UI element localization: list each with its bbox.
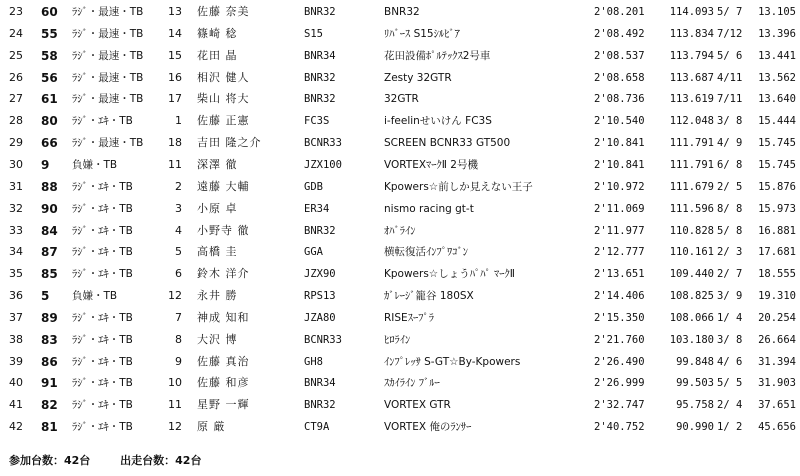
- speed-cell: 113.834: [669, 27, 714, 40]
- class-rank-cell: 13: [168, 5, 182, 18]
- table-row: [0, 23, 800, 45]
- driver-cell: 星野 一輝: [197, 398, 250, 412]
- class-rank-cell: 6: [175, 267, 182, 281]
- class-cell: ﾗｼﾞ・ｴｷ・TB: [72, 311, 133, 324]
- driver-cell: 花田 晶: [197, 48, 238, 62]
- car-model-cell: RPS13: [304, 290, 336, 303]
- car-model-cell: JZX100: [304, 158, 342, 171]
- lap-time-cell: 2'32.747: [594, 399, 645, 412]
- lap-time-cell: 2'08.537: [594, 49, 645, 62]
- speed-cell: 113.687: [669, 71, 714, 84]
- driver-cell: 相沢 健人: [197, 70, 250, 84]
- lap-time-cell: 2'14.406: [594, 290, 645, 303]
- table-row: [0, 285, 800, 307]
- gap-cell: 13.640: [758, 93, 796, 106]
- table-row: [0, 1, 800, 23]
- car-number-cell: 90: [41, 201, 58, 216]
- class-rank-cell: 5: [175, 245, 182, 259]
- speed-cell: 113.619: [669, 93, 714, 106]
- position-cell: 33: [9, 223, 23, 237]
- car-model-cell: BCNR33: [304, 333, 342, 346]
- class-rank-cell: 2: [175, 179, 182, 193]
- team-cell: VORTEX GTR: [384, 399, 451, 412]
- driver-cell: 神成 知和: [197, 310, 250, 324]
- team-cell: ｲﾝﾌﾟﾚｯｻ S-GT☆By-Kpowers: [384, 355, 521, 368]
- car-number-cell: 61: [41, 92, 58, 107]
- lap-time-cell: 2'15.350: [594, 311, 645, 324]
- speed-cell: 109.440: [669, 268, 714, 281]
- class-rank-cell: 11: [168, 157, 182, 171]
- car-model-cell: FC3S: [304, 115, 330, 128]
- speed-cell: 112.048: [669, 115, 714, 128]
- lap-rank-cell: 4/ 6: [717, 355, 743, 368]
- class-rank-cell: 10: [168, 376, 182, 390]
- lap-rank-cell: 3/ 8: [717, 115, 743, 128]
- lap-time-cell: 2'10.841: [594, 158, 645, 171]
- gap-cell: 31.903: [758, 377, 796, 390]
- car-model-cell: BNR32: [304, 71, 336, 84]
- position-cell: 29: [9, 136, 23, 150]
- lap-rank-cell: 2/ 5: [717, 180, 743, 193]
- class-cell: 負嫌・TB: [72, 290, 118, 303]
- lap-rank-cell: 7/11: [717, 93, 743, 106]
- class-cell: ﾗｼﾞ・最速・TB: [72, 71, 144, 84]
- driver-cell: 大沢 博: [197, 332, 238, 346]
- car-model-cell: GDB: [304, 180, 323, 193]
- car-model-cell: CT9A: [304, 421, 330, 434]
- lap-time-cell: 2'08.658: [594, 71, 645, 84]
- class-cell: ﾗｼﾞ・ｴｷ・TB: [72, 421, 133, 434]
- driver-cell: 佐藤 真治: [197, 354, 250, 368]
- car-number-cell: 87: [41, 245, 58, 260]
- position-cell: 27: [9, 92, 23, 106]
- team-cell: Kpowers☆前しか見えない王子: [384, 180, 533, 193]
- team-cell: VORTEX 俺のﾗﾝｻｰ: [384, 421, 472, 434]
- gap-cell: 26.664: [758, 333, 796, 346]
- table-row: [0, 416, 800, 438]
- class-cell: ﾗｼﾞ・ｴｷ・TB: [72, 224, 133, 237]
- gap-cell: 37.651: [758, 399, 796, 412]
- team-cell: ｽｶｲﾗｲﾝ ﾌﾞﾙｰ: [384, 377, 440, 390]
- class-cell: ﾗｼﾞ・ｴｷ・TB: [72, 377, 133, 390]
- gap-cell: 13.441: [758, 49, 796, 62]
- class-rank-cell: 8: [175, 332, 182, 346]
- class-cell: ﾗｼﾞ・ｴｷ・TB: [72, 268, 133, 281]
- class-cell: ﾗｼﾞ・最速・TB: [72, 49, 144, 62]
- driver-cell: 高橋 圭: [197, 245, 238, 259]
- car-model-cell: BNR34: [304, 377, 336, 390]
- team-cell: ｵﾊﾞﾗｲﾝ: [384, 224, 416, 237]
- car-model-cell: BNR32: [304, 6, 336, 18]
- lap-rank-cell: 2/ 4: [717, 399, 743, 412]
- driver-cell: 吉田 隆之介: [197, 136, 262, 150]
- gap-cell: 31.394: [758, 355, 796, 368]
- class-cell: ﾗｼﾞ・ｴｷ・TB: [72, 355, 133, 368]
- table-row: [0, 88, 800, 110]
- class-rank-cell: 14: [168, 26, 182, 40]
- car-number-cell: 66: [41, 136, 58, 151]
- car-number-cell: 56: [41, 70, 58, 85]
- team-cell: nismo racing gt-t: [384, 202, 474, 215]
- driver-cell: 永井 勝: [197, 289, 238, 303]
- position-cell: 41: [9, 398, 23, 412]
- car-model-cell: ER34: [304, 202, 330, 215]
- lap-rank-cell: 2/ 3: [717, 246, 743, 259]
- car-number-cell: 85: [41, 267, 58, 282]
- gap-cell: 45.656: [758, 421, 796, 434]
- team-cell: i-feelinせいけん FC3S: [384, 115, 492, 128]
- class-rank-cell: 1: [175, 114, 182, 128]
- driver-cell: 篠崎 稔: [197, 26, 238, 40]
- team-cell: Kpowers☆しょうﾊﾟﾊﾟ ﾏｰｸⅡ: [384, 268, 515, 281]
- position-cell: 31: [9, 179, 23, 193]
- table-row: [0, 351, 800, 373]
- table-row: [0, 307, 800, 329]
- class-cell: ﾗｼﾞ・最速・TB: [72, 93, 144, 106]
- speed-cell: 111.679: [669, 180, 714, 193]
- team-cell: ｶﾞﾚｰｼﾞ籠谷 180SX: [384, 290, 474, 303]
- driver-cell: 遠藤 大輔: [197, 179, 250, 193]
- table-row: [0, 241, 800, 263]
- class-rank-cell: 12: [168, 289, 182, 303]
- gap-cell: 13.105: [758, 6, 796, 18]
- class-cell: ﾗｼﾞ・ｴｷ・TB: [72, 399, 133, 412]
- car-model-cell: BNR34: [304, 49, 336, 62]
- position-cell: 28: [9, 114, 23, 128]
- position-cell: 25: [9, 48, 23, 62]
- gap-cell: 15.745: [758, 137, 796, 150]
- team-cell: RISEｽｰﾌﾟﾗ: [384, 311, 434, 324]
- class-rank-cell: 15: [168, 48, 182, 62]
- driver-cell: 深澤 徹: [197, 157, 238, 171]
- class-cell: ﾗｼﾞ・ｴｷ・TB: [72, 115, 133, 128]
- gap-cell: 19.310: [758, 290, 796, 303]
- lap-time-cell: 2'10.841: [594, 137, 645, 150]
- speed-cell: 111.596: [669, 202, 714, 215]
- gap-cell: 15.745: [758, 158, 796, 171]
- class-cell: ﾗｼﾞ・最速・TB: [72, 6, 144, 18]
- gap-cell: 13.562: [758, 71, 796, 84]
- car-number-cell: 88: [41, 179, 58, 194]
- gap-cell: 16.881: [758, 224, 796, 237]
- car-number-cell: 83: [41, 332, 58, 347]
- speed-cell: 113.794: [669, 49, 714, 62]
- position-cell: 32: [9, 201, 23, 215]
- lap-time-cell: 2'10.972: [594, 180, 645, 193]
- table-row: [0, 263, 800, 285]
- position-cell: 39: [9, 354, 23, 368]
- class-cell: ﾗｼﾞ・ｴｷ・TB: [72, 246, 133, 259]
- table-row: [0, 132, 800, 154]
- team-cell: ﾘﾊﾞｰｽ S15ｼﾙﾋﾞｱ: [384, 27, 460, 40]
- car-model-cell: BNR32: [304, 224, 336, 237]
- speed-cell: 111.791: [669, 158, 714, 171]
- lap-time-cell: 2'08.492: [594, 27, 645, 40]
- lap-time-cell: 2'12.777: [594, 246, 645, 259]
- position-cell: 34: [9, 245, 23, 259]
- class-rank-cell: 12: [168, 420, 182, 434]
- class-cell: ﾗｼﾞ・ｴｷ・TB: [72, 180, 133, 193]
- gap-cell: 18.555: [758, 268, 796, 281]
- lap-rank-cell: 5/ 8: [717, 224, 743, 237]
- position-cell: 30: [9, 157, 23, 171]
- position-cell: 26: [9, 70, 23, 84]
- lap-rank-cell: 2/ 7: [717, 268, 743, 281]
- table-row: [0, 372, 800, 394]
- team-cell: 横転復活ｲﾝﾌﾟﾜｺﾞﾝ: [384, 246, 468, 259]
- lap-time-cell: 2'08.201: [594, 6, 645, 18]
- class-rank-cell: 18: [168, 136, 182, 150]
- lap-time-cell: 2'40.752: [594, 421, 645, 434]
- car-number-cell: 81: [41, 420, 58, 435]
- lap-rank-cell: 3/ 8: [717, 333, 743, 346]
- driver-cell: 原 厳: [197, 420, 226, 434]
- team-cell: 花田設備ﾎﾟﾙﾃｯｸｽ2号車: [384, 49, 491, 62]
- position-cell: 40: [9, 376, 23, 390]
- gap-cell: 13.396: [758, 27, 796, 40]
- car-number-cell: 80: [41, 114, 58, 129]
- class-rank-cell: 16: [168, 70, 182, 84]
- car-number-cell: 86: [41, 354, 58, 369]
- summary-footer: [9, 452, 227, 468]
- driver-cell: 佐藤 正憲: [197, 114, 250, 128]
- gap-cell: 15.973: [758, 202, 796, 215]
- car-number-cell: 9: [41, 157, 50, 172]
- car-number-cell: 82: [41, 398, 58, 413]
- driver-cell: 柴山 将大: [197, 92, 250, 106]
- lap-rank-cell: 7/12: [717, 27, 743, 40]
- lap-rank-cell: 5/ 7: [717, 6, 743, 18]
- lap-time-cell: 2'21.760: [594, 333, 645, 346]
- car-model-cell: BNR32: [304, 93, 336, 106]
- position-cell: 24: [9, 26, 23, 40]
- lap-time-cell: 2'26.490: [594, 355, 645, 368]
- table-row: [0, 176, 800, 198]
- speed-cell: 110.161: [669, 246, 714, 259]
- team-cell: BNR32: [384, 6, 420, 18]
- car-model-cell: BNR32: [304, 399, 336, 412]
- lap-rank-cell: 1/ 2: [717, 421, 743, 434]
- class-rank-cell: 3: [175, 201, 182, 215]
- position-cell: 38: [9, 332, 23, 346]
- car-number-cell: 89: [41, 310, 58, 325]
- car-model-cell: GGA: [304, 246, 323, 259]
- driver-cell: 小野寺 徹: [197, 223, 250, 237]
- position-cell: 37: [9, 310, 23, 324]
- gap-cell: 20.254: [758, 311, 796, 324]
- table-row: [0, 220, 800, 242]
- speed-cell: 108.066: [669, 311, 714, 324]
- lap-rank-cell: 5/ 5: [717, 377, 743, 390]
- team-cell: SCREEN BCNR33 GT500: [384, 137, 511, 150]
- car-number-cell: 84: [41, 223, 58, 238]
- driver-cell: 佐藤 和彦: [197, 376, 250, 390]
- team-cell: VORTEXﾏｰｸⅡ 2号機: [384, 158, 478, 171]
- driver-cell: 小原 卓: [197, 201, 238, 215]
- car-model-cell: JZA80: [304, 311, 336, 324]
- lap-rank-cell: 1/ 4: [717, 311, 743, 324]
- car-number-cell: 60: [41, 5, 58, 19]
- lap-time-cell: 2'13.651: [594, 268, 645, 281]
- lap-rank-cell: 4/11: [717, 71, 743, 84]
- speed-cell: 103.180: [669, 333, 714, 346]
- gap-cell: 17.681: [758, 246, 796, 259]
- car-number-cell: 58: [41, 48, 58, 63]
- entries-count: 参加台数：42台: [9, 454, 91, 467]
- lap-time-cell: 2'11.069: [594, 202, 645, 215]
- class-cell: ﾗｼﾞ・ｴｷ・TB: [72, 333, 133, 346]
- table-row: [0, 198, 800, 220]
- lap-time-cell: 2'26.999: [594, 377, 645, 390]
- class-rank-cell: 4: [175, 223, 182, 237]
- team-cell: 32GTR: [384, 93, 419, 106]
- lap-rank-cell: 5/ 6: [717, 49, 743, 62]
- position-cell: 42: [9, 420, 23, 434]
- lap-rank-cell: 3/ 9: [717, 290, 743, 303]
- table-row: [0, 110, 800, 132]
- car-model-cell: BCNR33: [304, 137, 342, 150]
- lap-rank-cell: 6/ 8: [717, 158, 743, 171]
- speed-cell: 90.990: [676, 421, 714, 434]
- speed-cell: 108.825: [669, 290, 714, 303]
- table-row: [0, 67, 800, 89]
- gap-cell: 15.444: [758, 115, 796, 128]
- speed-cell: 114.093: [669, 6, 714, 18]
- position-cell: 23: [9, 5, 23, 18]
- class-cell: ﾗｼﾞ・最速・TB: [72, 27, 144, 40]
- class-rank-cell: 9: [175, 354, 182, 368]
- class-cell: ﾗｼﾞ・最速・TB: [72, 137, 144, 150]
- starters-count: 出走台数：42台: [120, 454, 202, 467]
- car-number-cell: 55: [41, 26, 58, 41]
- driver-cell: 鈴木 洋介: [197, 267, 250, 281]
- speed-cell: 110.828: [669, 224, 714, 237]
- table-row: [0, 45, 800, 67]
- lap-rank-cell: 4/ 9: [717, 137, 743, 150]
- class-cell: 負嫌・TB: [72, 158, 118, 171]
- lap-rank-cell: 8/ 8: [717, 202, 743, 215]
- car-model-cell: S15: [304, 27, 323, 40]
- lap-time-cell: 2'08.736: [594, 93, 645, 106]
- speed-cell: 99.503: [676, 377, 714, 390]
- car-model-cell: GH8: [304, 355, 323, 368]
- lap-time-cell: 2'10.540: [594, 115, 645, 128]
- table-row: [0, 329, 800, 351]
- class-rank-cell: 7: [175, 310, 182, 324]
- car-number-cell: 91: [41, 376, 58, 391]
- table-row: [0, 154, 800, 176]
- position-cell: 36: [9, 289, 23, 303]
- class-rank-cell: 17: [168, 92, 182, 106]
- table-row: [0, 394, 800, 416]
- lap-time-cell: 2'11.977: [594, 224, 645, 237]
- position-cell: 35: [9, 267, 23, 281]
- speed-cell: 99.848: [676, 355, 714, 368]
- class-rank-cell: 11: [168, 398, 182, 412]
- class-cell: ﾗｼﾞ・ｴｷ・TB: [72, 202, 133, 215]
- car-model-cell: JZX90: [304, 268, 336, 281]
- speed-cell: 95.758: [676, 399, 714, 412]
- team-cell: ﾋﾛﾗｲﾝ: [384, 333, 411, 346]
- team-cell: Zesty 32GTR: [384, 71, 452, 84]
- speed-cell: 111.791: [669, 137, 714, 150]
- car-number-cell: 5: [41, 289, 50, 304]
- gap-cell: 15.876: [758, 180, 796, 193]
- driver-cell: 佐藤 奈美: [197, 5, 250, 18]
